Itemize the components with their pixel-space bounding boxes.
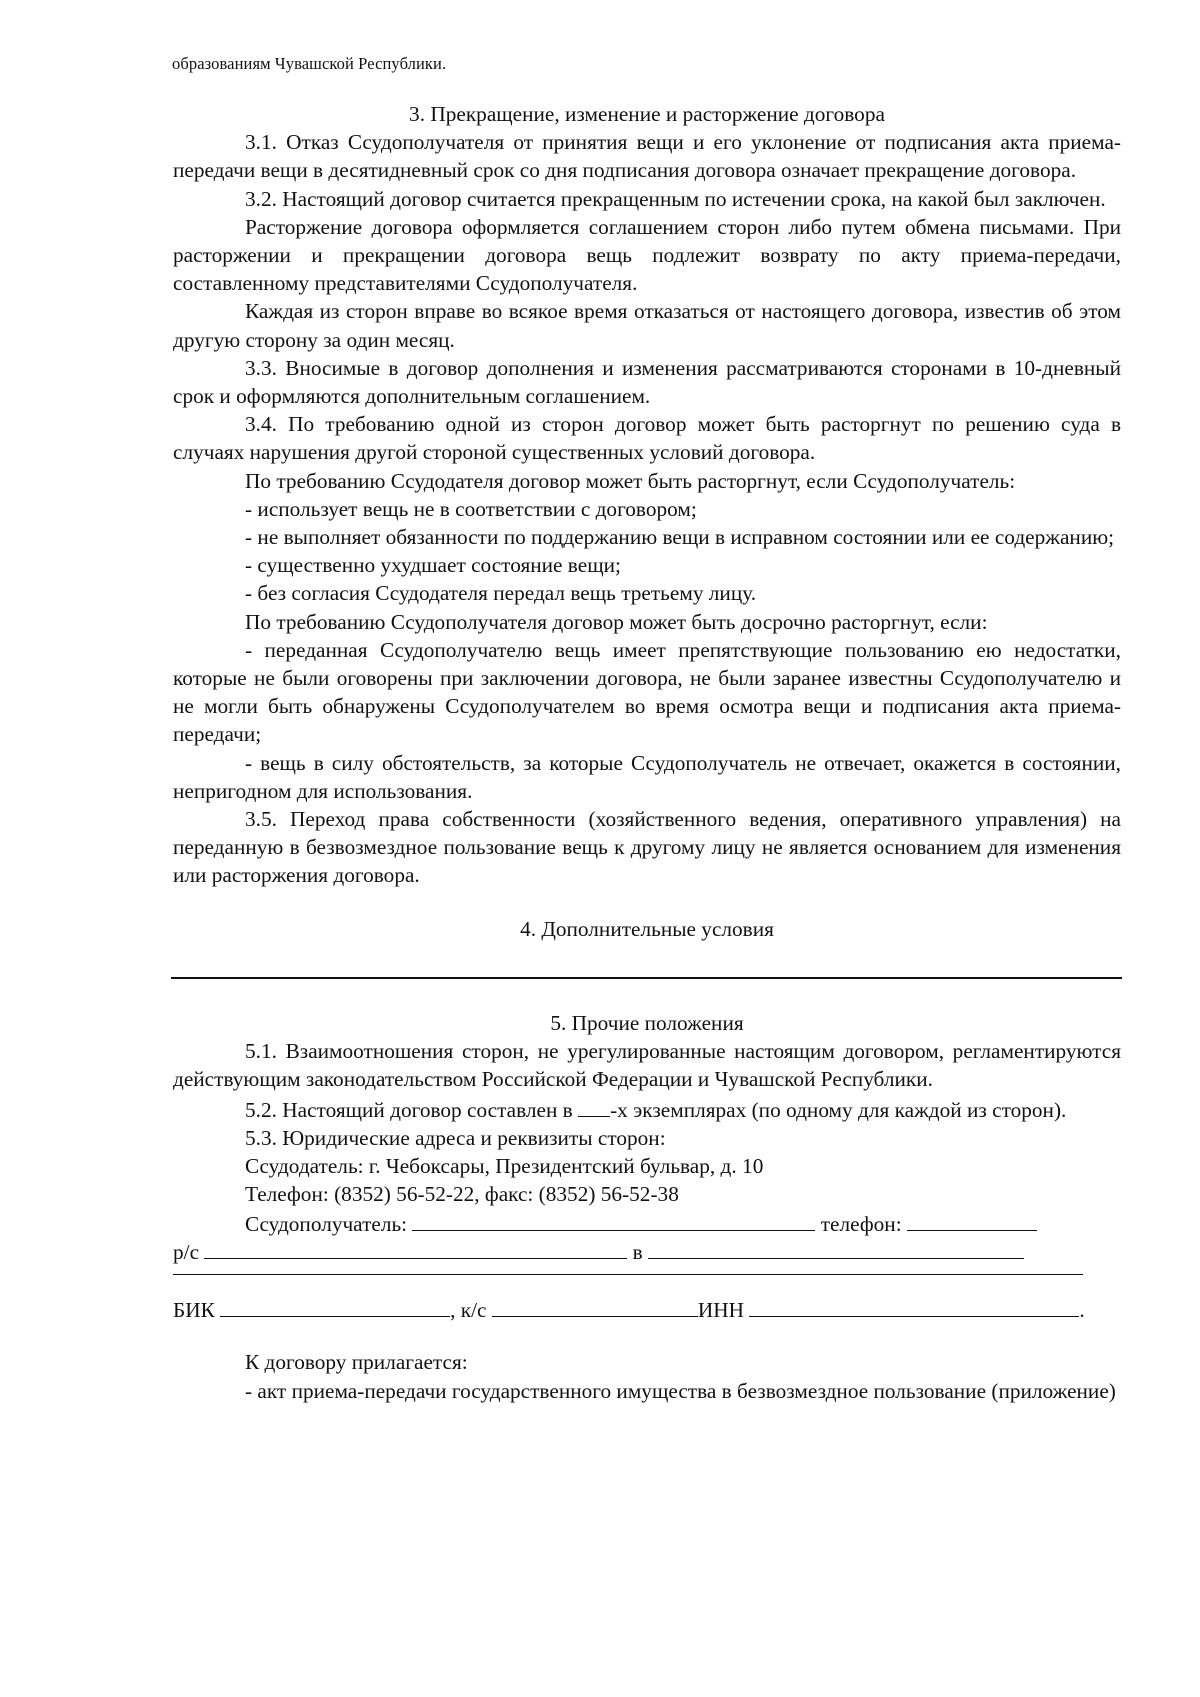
- paragraph-lender-demand: По требованию Ссудодателя договор может быть расторгнут, если Ссудополучатель:: [245, 468, 1016, 493]
- bik-label: БИК: [173, 1298, 221, 1323]
- copies-count-field[interactable]: [578, 1094, 610, 1117]
- paragraph-5-2-start: 5.2. Настоящий договор составлен в: [245, 1097, 579, 1122]
- bank-in-label: в: [627, 1240, 649, 1265]
- paragraph-3-2: 3.2. Настоящий договор считается прекращенным по истечении срока, на какой был заключен.: [245, 186, 1106, 211]
- header-note: образованиям Чувашской Республики.: [172, 54, 447, 73]
- list-item-transfer: - без согласия Ссудодателя передал вещь третьему лицу.: [245, 581, 757, 606]
- paragraph-3-4: 3.4. По требованию одной из сторон договор может быть расторгнут по решению суда в случаях нарушения другой стороной существенных условий договора.: [173, 412, 1121, 465]
- end-dot: .: [1079, 1298, 1085, 1323]
- ks-field[interactable]: [492, 1294, 698, 1317]
- bank-details-blank-line[interactable]: [173, 1266, 1083, 1275]
- account-row: [173, 1236, 1121, 1264]
- account-label: р/с: [173, 1240, 205, 1265]
- paragraph-refusal: Каждая из сторон вправе во всякое время отказаться от настоящего договора, известив об этом другую сторону за один месяц.: [173, 299, 1121, 352]
- additional-terms-blank-line: [171, 977, 1122, 979]
- paragraph-termination: Расторжение договора оформляется соглашением сторон либо путем обмена письмами. При расторжении и прекращении договора вещь подлежит возврату по акту приема-передачи, составленному представителями Ссудополучателя.: [173, 214, 1121, 296]
- attachments-title: К договору прилагается:: [245, 1350, 468, 1375]
- paragraph-3-3: 3.3. Вносимые в договор дополнения и изменения рассматриваются сторонами в 10-дневный срок и оформляются дополнительным соглашением.: [173, 355, 1121, 409]
- list-item-unusable: - вещь в силу обстоятельств, за которые Ссудополучатель не отвечает, окажется в состоянии, непригодном для использования.: [173, 750, 1121, 803]
- inn-field[interactable]: [749, 1294, 1079, 1317]
- paragraph-5-2-end: -х экземплярах (по одному для каждой из сторон).: [610, 1097, 1067, 1122]
- paragraph-5-1: 5.1. Взаимоотношения сторон, не урегулированные настоящим договором, регламентируются действующим законодательством Российской Федерации и Чувашской Республики.: [173, 1039, 1121, 1092]
- inn-label: ИНН: [697, 1298, 750, 1323]
- lender-address: Ссудодатель: г. Чебоксары, Президентский бульвар, д. 10: [245, 1153, 764, 1178]
- bank-details-blank-row: [173, 1266, 1121, 1294]
- borrower-label: Ссудополучатель:: [245, 1212, 413, 1237]
- account-field[interactable]: [204, 1236, 627, 1259]
- paragraph-3-1: 3.1. Отказ Ссудополучателя от принятия вещи и его уклонение от подписания акта приема-передачи вещи в десятидневный срок со дня подписания договора означает прекращение договора.: [173, 130, 1121, 183]
- ks-label: , к/с: [450, 1298, 492, 1323]
- section-5-title: 5. Прочие положения: [550, 1010, 744, 1035]
- phone-label: телефон:: [815, 1212, 907, 1237]
- list-item-misuse: - использует вещь не в соответствии с договором;: [245, 496, 697, 521]
- attachment-item: - акт приема-передачи государственного имущества в безвозмездное пользование (приложение): [245, 1378, 1116, 1403]
- list-item-deterioration: - существенно ухудшает состояние вещи;: [245, 553, 621, 578]
- section-4-title: 4. Дополнительные условия: [520, 916, 774, 941]
- borrower-row: [173, 1208, 1121, 1236]
- paragraph-borrower-demand: По требованию Ссудополучателя договор может быть досрочно расторгнут, если:: [245, 609, 988, 634]
- borrower-field[interactable]: [412, 1208, 815, 1231]
- paragraph-3-5: 3.5. Переход права собственности (хозяйственного ведения, оперативного управления) на переданную в безвозмездное пользование вещь к другому лицу не является основанием для изменения или расторжения договора.: [173, 807, 1121, 888]
- list-item-defects: - переданная Ссудополучателю вещь имеет препятствующие пользованию ею недостатки, которые не были оговорены при заключении договора, не были заранее известны Ссудополучателю и не могли быть обнаружены Ссудополучателем во время осмотра вещи и подписания акта приема-передачи;: [173, 637, 1121, 747]
- section-3-title: 3. Прекращение, изменение и расторжение договора: [409, 102, 885, 126]
- bik-row: [173, 1294, 1121, 1322]
- list-item-maintenance: - не выполняет обязанности по поддержанию вещи в исправном состоянии или ее содержанию;: [245, 525, 1115, 550]
- paragraph-5-3: 5.3. Юридические адреса и реквизиты сторон:: [245, 1125, 666, 1150]
- spacer: [173, 1322, 1121, 1348]
- bik-field[interactable]: [220, 1294, 450, 1317]
- document-body: [173, 100, 1121, 1405]
- borrower-phone-field[interactable]: [907, 1208, 1037, 1231]
- bank-field[interactable]: [648, 1236, 1024, 1259]
- lender-phones: Телефон: (8352) 56-52-22, факс: (8352) 56-52-38: [245, 1182, 679, 1207]
- paragraph-5-2: [173, 1094, 1121, 1124]
